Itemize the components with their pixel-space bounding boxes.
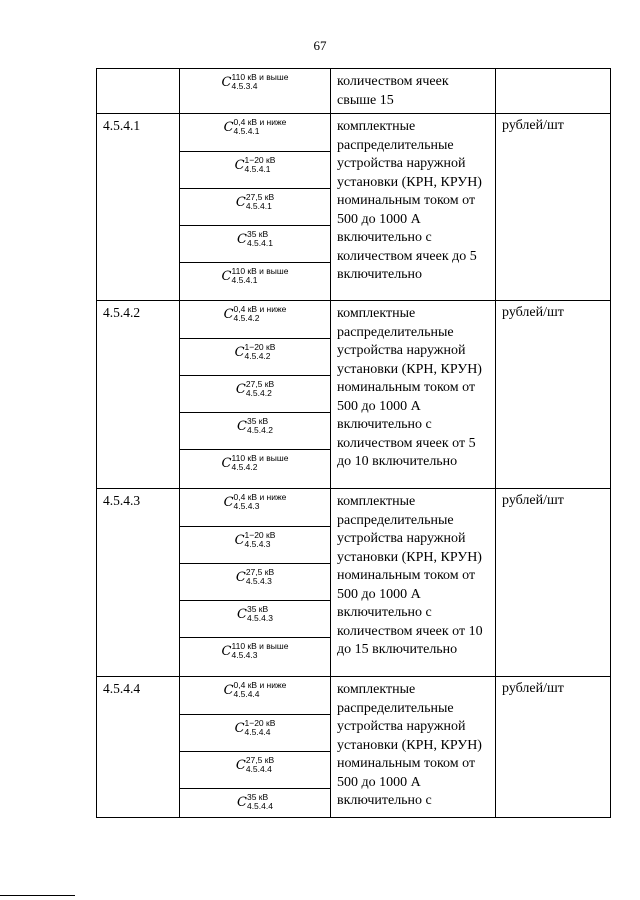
formula-subcell <box>180 189 330 226</box>
formula-variable: C <box>223 307 234 322</box>
formula-cell <box>180 489 331 677</box>
formula-coefficient <box>180 640 330 660</box>
formula-indices <box>247 230 273 248</box>
formula-subcell <box>180 301 330 339</box>
formula-coefficient <box>180 265 330 285</box>
formula-subscript: 4.5.4.3 <box>244 538 271 549</box>
row-code: 4.5.4.1 <box>97 114 180 301</box>
formula-superscript: 1−20 кВ <box>244 341 276 352</box>
formula-subcell <box>180 527 330 564</box>
formula-variable: C <box>235 758 246 773</box>
formula-subscript: 4.5.4.3 <box>233 500 260 511</box>
formula-indices <box>245 719 276 737</box>
formula-variable: C <box>223 683 234 698</box>
formula-subcell <box>180 376 330 413</box>
formula-variable: C <box>237 419 247 434</box>
formula-cell <box>180 301 331 489</box>
formula-indices <box>234 681 287 699</box>
formula-subscript: 4.5.4.1 <box>231 274 258 285</box>
formula-subscript: 4.5.4.2 <box>233 312 260 323</box>
formula-subscript: 4.5.4.2 <box>244 350 271 361</box>
table-row <box>97 301 611 489</box>
formula-indices <box>234 305 287 323</box>
formula-subcell <box>180 638 330 676</box>
formula-indices <box>246 193 274 211</box>
formula-indices <box>247 417 273 435</box>
page-number: 67 <box>313 38 327 53</box>
formula-coefficient <box>180 452 330 472</box>
formula-variable: C <box>237 607 247 622</box>
formula-subcell <box>180 450 330 488</box>
formula-coefficient <box>180 71 330 91</box>
formula-superscript: 110 кВ и выше <box>231 265 289 276</box>
formula-variable: C <box>223 495 234 510</box>
formula-subscript: 4.5.4.3 <box>245 575 272 586</box>
formula-indices <box>247 605 273 623</box>
formula-coefficient <box>180 378 330 398</box>
formula-subcell <box>180 564 330 601</box>
formula-subcell <box>180 263 330 300</box>
formula-cell <box>180 114 331 301</box>
formula-indices <box>232 267 289 285</box>
formula-coefficient <box>180 303 330 323</box>
formula-subscript: 4.5.4.3 <box>231 649 258 660</box>
formula-subscript: 4.5.3.4 <box>231 80 258 91</box>
row-unit: рублей/шт <box>496 301 611 489</box>
formula-cell <box>180 69 331 114</box>
row-unit: рублей/шт <box>496 114 611 301</box>
table-row-continued <box>97 69 611 114</box>
formula-variable: C <box>235 195 246 210</box>
formula-coefficient <box>180 679 330 699</box>
formula-variable: C <box>221 456 232 471</box>
formula-superscript: 0,4 кВ и ниже <box>233 116 287 127</box>
formula-variable: C <box>234 721 245 736</box>
formula-indices <box>246 756 274 774</box>
formula-subscript: 4.5.4.4 <box>246 800 273 811</box>
table-row <box>97 677 611 818</box>
formula-indices <box>247 793 273 811</box>
formula-variable: C <box>221 75 232 90</box>
formula-indices <box>245 531 276 549</box>
formula-subscript: 4.5.4.4 <box>233 688 260 699</box>
row-code: 4.5.4.3 <box>97 489 180 677</box>
formula-subcell <box>180 789 330 817</box>
formula-coefficient <box>180 191 330 211</box>
row-code: 4.5.4.4 <box>97 677 180 818</box>
formula-subscript: 4.5.4.2 <box>245 387 272 398</box>
formula-coefficient <box>180 228 330 248</box>
tariff-table <box>96 68 611 818</box>
formula-subcell <box>180 715 330 752</box>
formula-variable: C <box>234 158 245 173</box>
formula-superscript: 0,4 кВ и ниже <box>233 679 287 690</box>
formula-subcell <box>180 339 330 376</box>
row-unit: рублей/шт <box>496 677 611 818</box>
formula-superscript: 35 кВ <box>246 603 269 614</box>
row-description: комплектные распределительные устройства наружной установки (КРН, КРУН) номинальным током от 500 до 1000 А включительно с количеством ячеек до 5 включительно <box>331 114 496 301</box>
formula-superscript: 35 кВ <box>246 791 269 802</box>
row-description: комплектные распределительные устройства наружной установки (КРН, КРУН) номинальным током от 500 до 1000 А включительно с количеством ячеек от 10 до 15 включительно <box>331 489 496 677</box>
formula-variable: C <box>221 644 232 659</box>
formula-subscript: 4.5.4.3 <box>246 612 273 623</box>
row-description: комплектные распределительные устройства наружной установки (КРН, КРУН) номинальным током от 500 до 1000 А включительно с количеством ячеек от 5 до 10 включительно <box>331 301 496 489</box>
formula-superscript: 110 кВ и выше <box>231 452 289 463</box>
formula-coefficient <box>180 566 330 586</box>
formula-superscript: 1−20 кВ <box>244 154 276 165</box>
formula-coefficient <box>180 116 330 136</box>
formula-subcell <box>180 413 330 450</box>
formula-coefficient <box>180 717 330 737</box>
formula-superscript: 0,4 кВ и ниже <box>233 491 287 502</box>
table-row <box>97 489 611 677</box>
formula-superscript: 27,5 кВ <box>245 191 275 202</box>
formula-subcell <box>180 152 330 189</box>
formula-indices <box>232 642 289 660</box>
formula-superscript: 27,5 кВ <box>245 566 275 577</box>
formula-subcell <box>180 752 330 789</box>
formula-indices <box>232 73 289 91</box>
formula-superscript: 1−20 кВ <box>244 717 276 728</box>
formula-superscript: 27,5 кВ <box>245 754 275 765</box>
formula-coefficient <box>180 341 330 361</box>
formula-coefficient <box>180 415 330 435</box>
formula-indices <box>234 118 287 136</box>
formula-variable: C <box>237 232 247 247</box>
formula-variable: C <box>235 382 246 397</box>
formula-coefficient <box>180 754 330 774</box>
formula-subscript: 4.5.4.1 <box>244 163 271 174</box>
formula-indices <box>246 568 274 586</box>
formula-subscript: 4.5.4.4 <box>245 763 272 774</box>
formula-subscript: 4.5.4.1 <box>233 125 260 136</box>
formula-superscript: 110 кВ и выше <box>231 640 289 651</box>
formula-superscript: 110 кВ и выше <box>231 71 289 82</box>
formula-superscript: 0,4 кВ и ниже <box>233 303 287 314</box>
formula-variable: C <box>237 795 247 810</box>
formula-coefficient <box>180 529 330 549</box>
formula-coefficient <box>180 603 330 623</box>
formula-variable: C <box>234 345 245 360</box>
formula-indices <box>232 454 289 472</box>
formula-cell <box>180 677 331 818</box>
formula-subscript: 4.5.4.1 <box>245 200 272 211</box>
formula-variable: C <box>234 533 245 548</box>
formula-coefficient <box>180 791 330 811</box>
formula-variable: C <box>221 269 232 284</box>
formula-superscript: 1−20 кВ <box>244 529 276 540</box>
unit-cell <box>496 69 611 114</box>
formula-subscript: 4.5.4.2 <box>246 424 273 435</box>
row-description: комплектные распределительные устройства наружной установки (КРН, КРУН) номинальным током от 500 до 1000 А включительно с <box>331 677 496 818</box>
code-cell <box>97 69 180 114</box>
description-cell: количеством ячеек свыше 15 <box>331 69 496 114</box>
formula-subscript: 4.5.4.2 <box>231 461 258 472</box>
formula-subcell <box>180 677 330 715</box>
formula-subscript: 4.5.4.4 <box>244 726 271 737</box>
formula-subscript: 4.5.4.1 <box>246 237 273 248</box>
formula-superscript: 35 кВ <box>246 415 269 426</box>
footer-rule <box>0 895 75 896</box>
formula-variable: C <box>235 570 246 585</box>
formula-superscript: 27,5 кВ <box>245 378 275 389</box>
row-code: 4.5.4.2 <box>97 301 180 489</box>
formula-subcell <box>180 114 330 152</box>
formula-subcell <box>180 489 330 527</box>
formula-superscript: 35 кВ <box>246 228 269 239</box>
formula-coefficient <box>180 154 330 174</box>
formula-indices <box>246 380 274 398</box>
formula-coefficient <box>180 491 330 511</box>
row-unit: рублей/шт <box>496 489 611 677</box>
formula-subcell <box>180 601 330 638</box>
table-row <box>97 114 611 301</box>
formula-indices <box>234 493 287 511</box>
formula-indices <box>245 156 276 174</box>
formula-variable: C <box>223 120 234 135</box>
formula-indices <box>245 343 276 361</box>
formula-subcell <box>180 226 330 263</box>
